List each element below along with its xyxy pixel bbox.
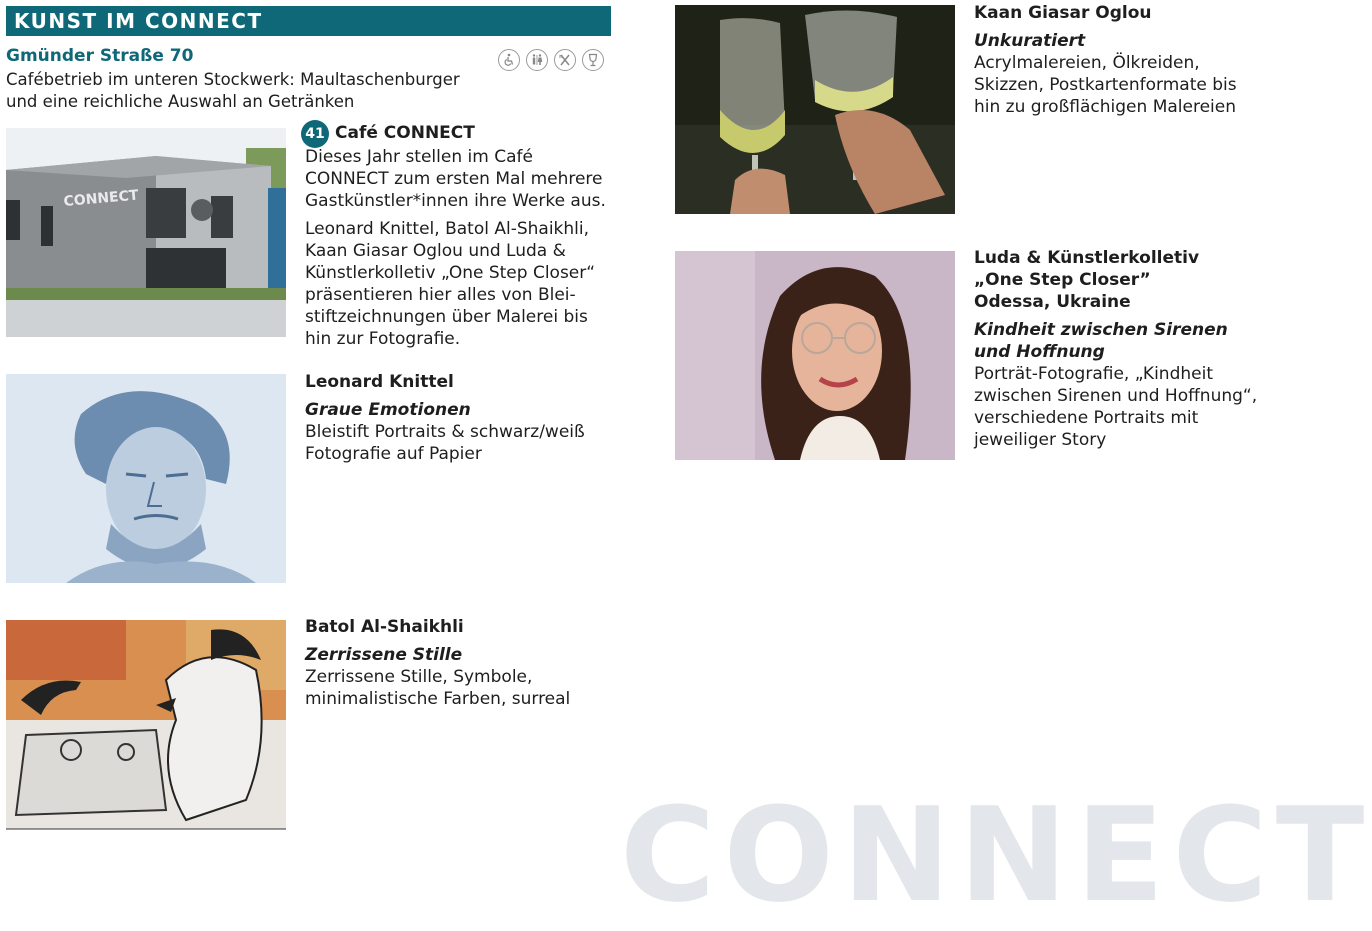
- kaan-wine-glasses-painting: [675, 5, 955, 214]
- cafe-paragraph-2: Leonard Knittel, Batol Al-Shaikhli, Kaan Giasar Oglou und Luda & Künstlerkolletiv „One Step Closer“ präsentieren hier alles von Blei-stiftzeichnungen über Malerei bis hin zur Fotografie.: [305, 219, 596, 349]
- artist-name: Batol Al-Shaikhli: [305, 617, 464, 637]
- artwork-title: Zerrissene Stille: [305, 645, 463, 665]
- cafe-paragraph-1: Dieses Jahr stellen im Café CONNECT zum ersten Mal mehrere Gastkünstler*innen ihre Werke aus.: [305, 147, 606, 211]
- artist-luda: [974, 247, 1264, 451]
- artist-name: Kaan Giasar Oglou: [974, 3, 1152, 23]
- artist-batol: [305, 616, 610, 710]
- cafe-entry: [305, 118, 610, 350]
- artwork-description: Porträt-Fotografie, „Kindheit zwischen Sirenen und Hoffnung“, verschiedene Portraits mit jeweiliger Story: [974, 364, 1258, 450]
- cafe-name: Café CONNECT: [335, 123, 475, 143]
- venue-description: Cafébetrieb im unteren Stockwerk: Maultaschenburger und eine reichliche Auswahl an Getränken: [6, 70, 460, 111]
- section-header: KUNST IM CONNECT: [6, 6, 611, 36]
- drinks-icon: [582, 49, 604, 71]
- artist-leonard: [305, 371, 610, 465]
- cafe-building-photo: [6, 128, 286, 337]
- artist-kaan: [974, 2, 1264, 118]
- artwork-title: Graue Emotionen: [305, 400, 471, 420]
- artwork-title: Unkuratiert: [974, 31, 1086, 51]
- wheelchair-icon: [498, 49, 520, 71]
- location-number-badge: 41: [301, 120, 329, 148]
- venue-address: Gmünder Straße 70: [6, 46, 194, 66]
- connect-watermark: CONNECT: [620, 779, 1372, 931]
- restroom-icon: [526, 49, 548, 71]
- food-icon: [554, 49, 576, 71]
- artwork-title: Kindheit zwischen Sirenen und Hoffnung: [974, 320, 1228, 362]
- artwork-description: Zerrissene Stille, Symbole, minimalistische Farben, surreal: [305, 667, 571, 709]
- artist-name-line-1: Luda & Künstlerkolletiv: [974, 248, 1200, 268]
- artist-name-line-2: „One Step Closer”: [974, 270, 1151, 290]
- batol-surreal-drawing: [6, 620, 286, 829]
- luda-portrait-photo: [675, 251, 955, 460]
- amenity-icons: [498, 49, 604, 71]
- svg-text:CONNECT: CONNECT: [62, 187, 140, 210]
- artwork-description: Acrylmalereien, Ölkreiden, Skizzen, Postkartenformate bis hin zu großflächigen Malereien: [974, 53, 1237, 117]
- leonard-pencil-portrait: [6, 374, 286, 583]
- artwork-description: Bleistift Portraits & schwarz/weiß Fotografie auf Papier: [305, 422, 585, 464]
- artist-location: Odessa, Ukraine: [974, 292, 1131, 312]
- artist-name: Leonard Knittel: [305, 372, 454, 392]
